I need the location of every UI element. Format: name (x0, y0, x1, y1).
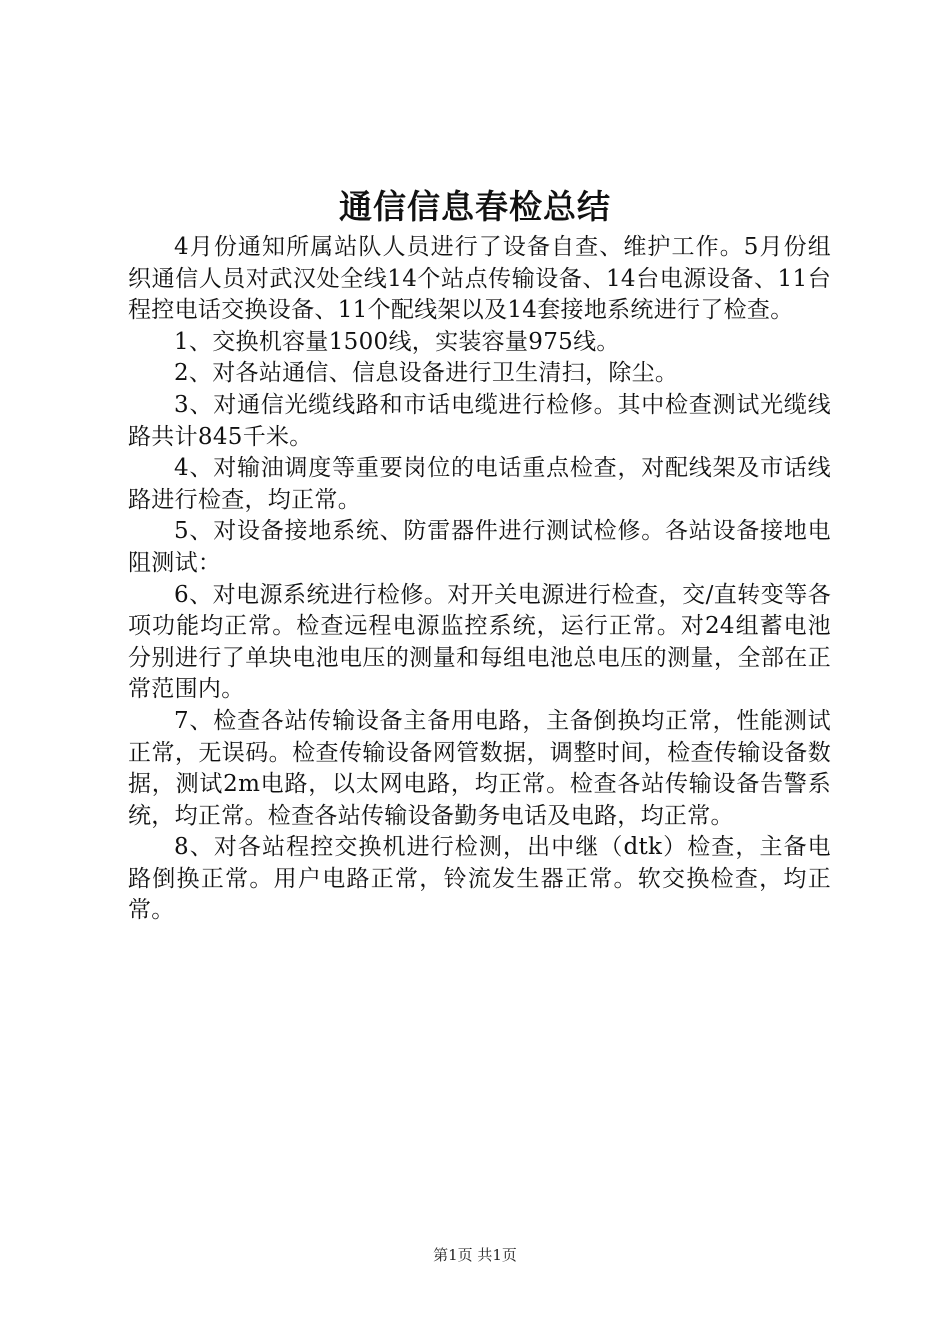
paragraph-item-4: 4、对输油调度等重要岗位的电话重点检查，对配线架及市话线路进行检查，均正常。 (128, 455, 831, 513)
paragraph-item-8: 8、对各站程控交换机进行检测，出中继（dtk）检查，主备电路倒换正常。用户电路正常，铃流发生器正常。软交换检查，均正常。 (128, 834, 831, 924)
document-body (128, 232, 831, 927)
paragraph-item-6: 6、对电源系统进行检修。对开关电源进行检查，交/直转变等各项功能均正常。检查远程电源监控系统，运行正常。对24组蓄电池分别进行了单块电池电压的测量和每组电池总电压的测量，全部在正常范围内。 (128, 581, 831, 703)
paragraph-item-2: 2、对各站通信、信息设备进行卫生清扫，除尘。 (174, 360, 679, 387)
paragraph-intro: 4月份通知所属站队人员进行了设备自查、维护工作。5月份组织通信人员对武汉处全线14个站点传输设备、14台电源设备、11台程控电话交换设备、11个配线架以及14套接地系统进行了检查。 (128, 234, 831, 324)
paragraph-item-5: 5、对设备接地系统、防雷器件进行测试检修。各站设备接地电阻测试： (128, 518, 831, 576)
document-title: 通信信息春检总结 (339, 187, 611, 226)
paragraph-item-3: 3、对通信光缆线路和市话电缆进行检修。其中检查测试光缆线路共计845千米。 (128, 391, 831, 450)
page-footer: 第1页 共1页 (433, 1246, 517, 1264)
paragraph-item-7: 7、检查各站传输设备主备用电路，主备倒换均正常，性能测试正常，无误码。检查传输设备网管数据，调整时间，检查传输设备数据，测试2m电路，以太网电路，均正常。检查各站传输设备告警系统，均正常。检查各站传输设备勤务电话及电路，均正常。 (128, 707, 831, 829)
paragraph-item-1: 1、交换机容量1500线，实装容量975线。 (174, 328, 620, 355)
